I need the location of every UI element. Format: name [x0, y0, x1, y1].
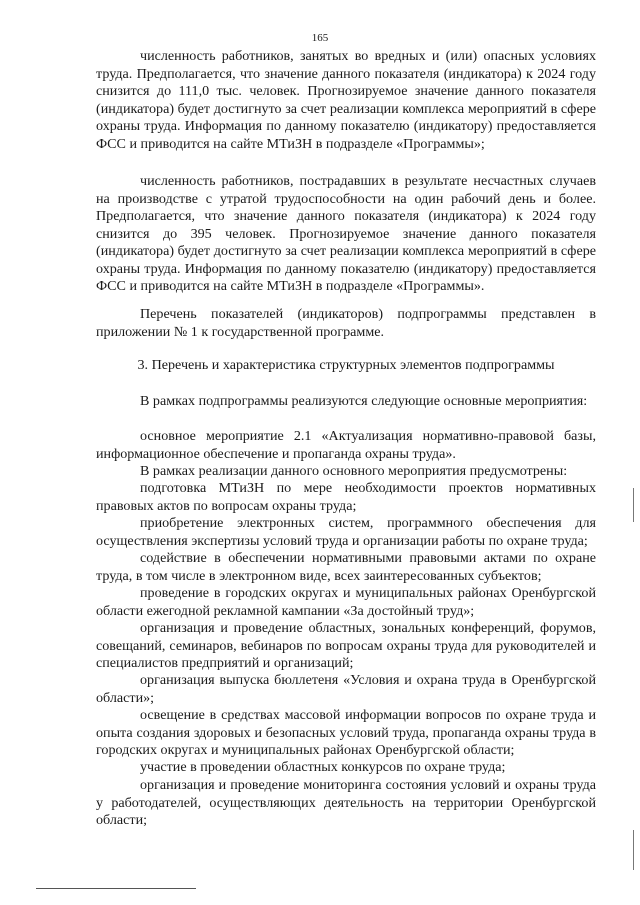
paragraph-harmful-conditions: численность работников, занятых во вредных и (или) опасных условиях труда. Предполагается, что значение данного показателя (индикатора) к 2024 году снизится до 111,0 тыс. человек. Прогнозируемое значение данного показателя (индикатора) будет достигнуто за счет реализации комплекса мероприятий в сфере охраны труда. Информация по данному показателю (индикатору) предоставляется ФСС и приводится на сайте МТиЗН в подразделе «Программы»; [96, 48, 596, 152]
paragraph-injured-workers: численность работников, пострадавших в результате несчастных случаев на производстве с утратой трудоспособности на один рабочий день и более. Предполагается, что значение данного показателя (индикатора) к 2024 году снизится до 395 человек. Прогнозируемое значение данного показателя (индикатора) будет достигнуто за счет реализации комплекса мероприятий в сфере охраны труда. Информация по данному показателю (индикатору) предоставляется ФСС и приводится на сайте МТиЗН в подразделе «Программы». [96, 173, 596, 294]
list-item: подготовка МТиЗН по мере необходимости проектов нормативных правовых актов по вопросам охраны труда; [96, 480, 596, 514]
list-item: участие в проведении областных конкурсов по охране труда; [140, 759, 506, 775]
list-item: проведение в городских округах и муниципальных районах Оренбургской области ежегодной рекламной кампании «За достойный труд»; [96, 585, 596, 619]
list-item: организация выпуска бюллетеня «Условия и охрана труда в Оренбургской области»; [96, 672, 596, 706]
list-item: содействие в обеспечении нормативными правовыми актами по охране труда, в том числе в электронном виде, всех заинтересованных субъектов; [96, 550, 596, 584]
list-item: приобретение электронных систем, программного обеспечения для осуществления экспертизы условий труда и организации работы по охране труда; [96, 515, 596, 549]
list-item: организация и проведение мониторинга состояния условий и охраны труда у работодателей, осуществляющих деятельность на территории Оренбургской области; [96, 777, 596, 828]
paragraph-intro: В рамках подпрограммы реализуются следующие основные мероприятия: [140, 393, 588, 409]
scan-edge-mark [633, 488, 634, 522]
paragraph-provided: В рамках реализации данного основного мероприятия предусмотрены: [140, 463, 568, 479]
scan-bottom-line [36, 888, 196, 889]
paragraph-indicator-list: Перечень показателей (индикаторов) подпрограммы представлен в приложении № 1 к государственной программе. [96, 306, 596, 340]
scan-edge-mark [633, 830, 634, 870]
list-item: организация и проведение областных, зональных конференций, форумов, совещаний, семинаров, вебинаров по вопросам охраны труда для руководителей и специалистов предприятий и организаций; [96, 620, 596, 671]
page-number: 165 [311, 32, 329, 44]
list-item: освещение в средствах массовой информации вопросов по охране труда и опыта создания здоровых и безопасных условий труда, пропаганда охраны труда в городских округах и муниципальных районах Оренбургской области; [96, 707, 596, 758]
section-heading: 3. Перечень и характеристика структурных элементов подпрограммы [137, 357, 555, 373]
paragraph-main-activity: основное мероприятие 2.1 «Актуализация нормативно-правовой базы, информационное обеспечение и пропаганда охраны труда». [96, 428, 596, 462]
